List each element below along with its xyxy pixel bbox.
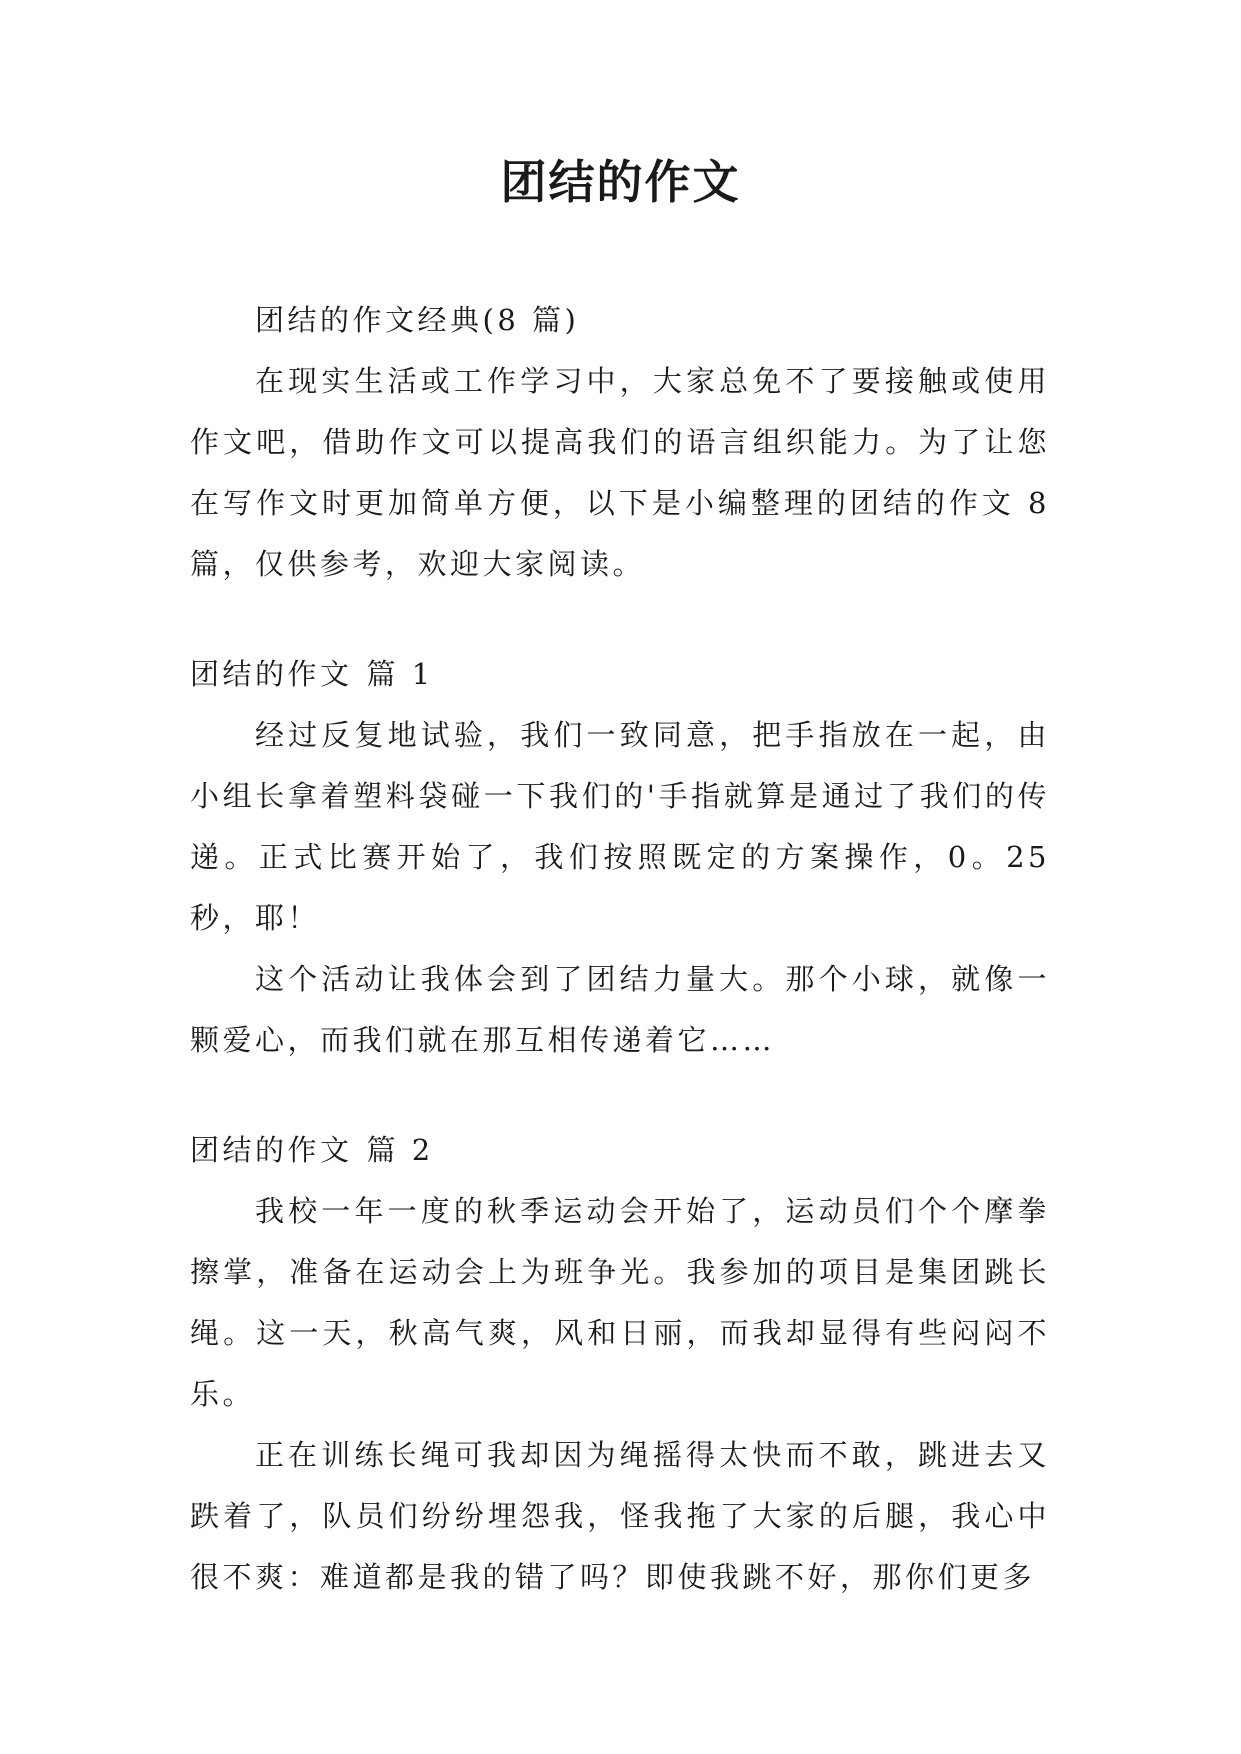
document-title: 团结的作文 xyxy=(500,155,741,209)
section-heading-title: 团结的作文 xyxy=(190,657,353,691)
section-paragraph: 我校一年一度的秋季运动会开始了，运动员们个个摩拳擦掌，准备在运动会上为班争光。我参加的项目是集团跳长绳。这一天，秋高气爽，风和日丽，而我却显得有些闷闷不乐。 xyxy=(190,1194,1050,1411)
section-paragraph: 这个活动让我体会到了团结力量大。那个小球，就像一颗爱心，而我们就在那互相传递着它…… xyxy=(190,962,1050,1057)
section-paragraph: 正在训练长绳可我却因为绳摇得太快而不敢，跳进去又跌着了，队员们纷纷埋怨我，怪我拖了大家的后腿，我心中很不爽：难道都是我的错了吗？即使我跳不好，那你们更多 xyxy=(190,1438,1050,1594)
section-heading xyxy=(190,1120,1050,1181)
section-heading-title: 团结的作文 xyxy=(190,1133,353,1167)
section-paragraph: 经过反复地试验，我们一致同意，把手指放在一起，由小组长拿着塑料袋碰一下我们的'手指就算是通过了我们的传递。正式比赛开始了，我们按照既定的方案操作，0。25 秒，耶！ xyxy=(190,718,1050,935)
document-body xyxy=(190,290,1050,1608)
section-heading-number: 篇 2 xyxy=(366,1133,434,1167)
document-subtitle: 团结的作文经典(8 篇) xyxy=(255,303,580,337)
section-heading xyxy=(190,644,1050,705)
intro-paragraph: 在现实生活或工作学习中，大家总免不了要接触或使用作文吧，借助作文可以提高我们的语言组织能力。为了让您在写作文时更加简单方便，以下是小编整理的团结的作文 8 篇，仅供参考，欢迎大家阅读。 xyxy=(190,364,1050,581)
section-heading-number: 篇 1 xyxy=(366,657,434,691)
